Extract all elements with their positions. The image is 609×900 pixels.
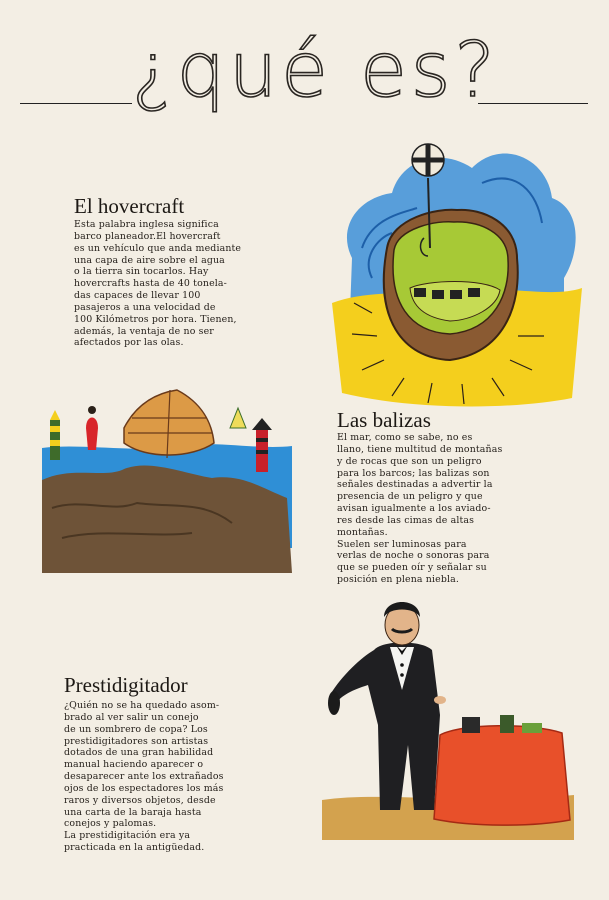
balizas-body: El mar, como se sabe, no es llano, tiene multitud de montañas y de rocas que son un peligro para los barcos; las balizas son señales destinadas a advertir la presencia de un peligro y que avisan igualmente a los aviado- res desde las cimas de altas montañas. Suelen ser luminosas para verlas de noche o sonoras para que se pueden oír y señalar su posición en plena niebla.	[337, 432, 503, 586]
magician-drawing	[322, 595, 574, 840]
buoys-drawing	[42, 388, 292, 573]
page-title: ¿qué es?	[132, 25, 499, 114]
hovercraft-drawing	[332, 138, 582, 410]
prestidigitador-heading: Prestidigitador	[64, 673, 188, 697]
title-rule-left	[20, 103, 132, 104]
hovercraft-heading: El hovercraft	[74, 194, 185, 218]
title-rule-right	[478, 103, 588, 104]
hovercraft-body: Esta palabra inglesa significa barco planeador.El hovercraft es un vehículo que anda mediante una capa de aire sobre el agua o la tierra sin tocarlos. Hay hovercrafts hasta de 40 tonela- das capaces de llevar 100 pasajeros a una velocidad de 100 Kilómetros por hora. Tienen, además, la ventaja de no ser afectados por las olas.	[74, 219, 242, 349]
balizas-heading: Las balizas	[337, 408, 431, 432]
prestidigitador-body: ¿Quién no se ha quedado asom- brado al ver salir un conejo de un sombrero de copa? Los prestidigitadores son artistas dotados de una gran habilidad manual haciendo aparecer o desaparecer ante los extrañados ojos de los espectadores los más raros y diversos objetos, desde una carta de la baraja hasta conejos y palomas. La prestidigitación era ya practicada en la antigüedad.	[64, 700, 224, 854]
